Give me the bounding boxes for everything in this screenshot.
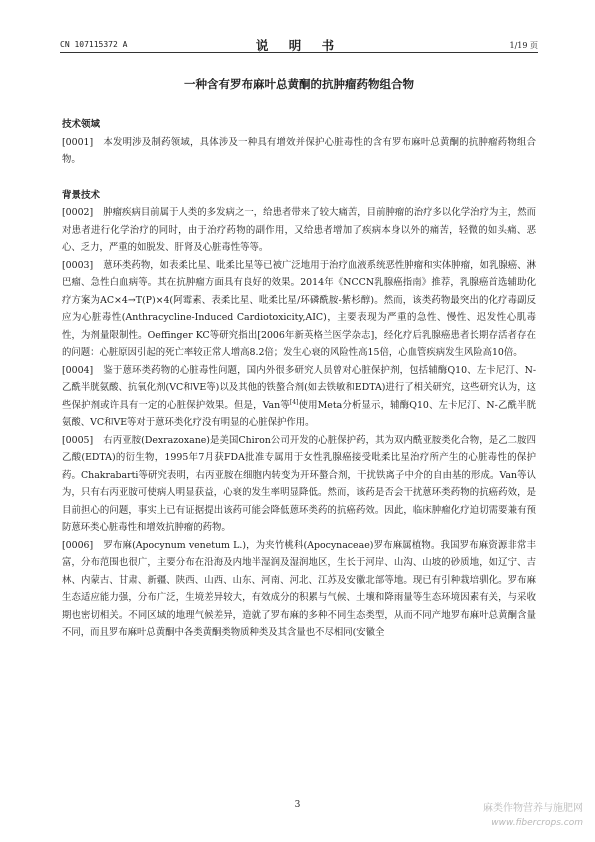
paragraph-text: 鉴于蒽环类药物的心脏毒性问题，国内外很多研究人员曾对心脏保护剂，包括辅酶Q10、左卡尼汀、N-乙酰半胱氨酸、抗氧化剂(VC和VE等)以及其他的铁螯合剂(如去铁敏和EDTA)进行了相关研究，这些研究认为，这些保护剂或许具有一定的心脏保护效果。但是，Van等: [62, 364, 536, 411]
paragraph-0002: [62, 204, 536, 257]
paragraph-number: [0001]: [62, 136, 94, 148]
paragraph-0006: [62, 537, 536, 642]
section-heading-background: 背景技术: [62, 189, 101, 201]
section-heading-technical-field: 技术领域: [62, 119, 101, 130]
paragraph-0004: [62, 362, 536, 432]
paragraph-0005: [62, 432, 536, 537]
paragraph-number: [0003]: [62, 259, 94, 271]
page-header: [60, 36, 538, 53]
paragraph-text: 本发明涉及制药领域，具体涉及一种具有增效并保护心脏毒性的含有罗布麻叶总黄酮的抗肿瘤药物组合物。: [62, 136, 536, 165]
page-info: 1/19 页: [509, 41, 538, 50]
citation-reference: [4]: [289, 398, 299, 406]
watermark: [483, 802, 583, 830]
document-title: 一种含有罗布麻叶总黄酮的抗肿瘤药物组合物: [184, 77, 414, 91]
page-number: 3: [294, 800, 301, 810]
paragraph-number: [0006]: [62, 539, 94, 551]
watermark-url: www.fibercrops.com: [491, 818, 583, 828]
paragraph-0003: [62, 257, 536, 362]
patent-number: CN 107115372 A: [60, 40, 128, 49]
paragraph-0001: [62, 134, 536, 169]
paragraph-text-cont: 使用Meta分析显示，辅酶Q10、左卡尼汀、N-乙酰半胱氨酸、VC和VE等对于蒽环类化疗没有明显的心脏保护作用。: [62, 399, 536, 428]
paragraph-number: [0002]: [62, 207, 94, 218]
paragraph-number: [0004]: [62, 364, 94, 376]
paragraph-text: 肿瘤疾病目前属于人类的多发病之一，给患者带来了较大痛苦，目前肿瘤的治疗多以化学治疗为主，然而对患者进行化学治疗的同时，由于治疗药物的副作用，又给患者增加了疾病本身以外的痛苦，轻微的如头痛、恶心、乏力，严重的如脱发、肝肾及心脏毒性等等。: [62, 207, 536, 253]
document-body: [62, 116, 536, 642]
paragraph-text: 右丙亚胺(Dexrazoxane)是美国Chiron公司开发的心脏保护药，其为双内酰亚胺类化合物，是乙二胺四乙酸(EDTA)的衍生物，1995年7月获FDA批准专属用于女性乳腺癌接受吡柔比星治疗所产生的心脏毒性的保护药。Chakrabarti等研究表明，右丙亚胺在细胞内转变为开环螯合剂，干扰铁离子中介的自由基的形成。Van等认为，只有右丙亚胺可使病人明显获益，心衰的发生率明显降低。然而，该药是否会干扰蒽环类药物的抗癌药效，是目前担心的问题，事实上已有证据提出该药可能会降低蒽环类药的抗癌药效。因此，临床肿瘤化疗迫切需要兼有预防蒽环类心脏毒性和增效抗肿瘤的药物。: [62, 434, 536, 533]
watermark-site-name: 麻类作物营养与施肥网: [483, 803, 583, 814]
paragraph-text: 蒽环类药物，如表柔比星、吡柔比星等已被广泛地用于治疗血液系统恶性肿瘤和实体肿瘤，如乳腺癌、淋巴瘤、急性白血病等。其在抗肿瘤方面具有良好的效果。2014年《NCCN乳腺癌指南》推荐，乳腺癌首选辅助化疗方案为AC×4→T(P)×4(阿霉素、表柔比星、吡柔比星/环磷酰胺-紫杉醇)。然而，该类药物最突出的化疗毒副反应为心脏毒性(Anthracycline-Induced Cardiotoxicity,AIC)，主要表现为严重的急性、慢性、迟发性心肌毒性，为剂量限制性。Oeffinger KC等研究指出[2006年新英格兰医学杂志]，经化疗后乳腺癌患者长期存活者存在的问题：心脏原因引起的死亡率较正常人增高8.2倍；发生心衰的风险性高15倍，心血管疾病发生风险高10倍。: [62, 259, 536, 358]
paragraph-number: [0005]: [62, 434, 94, 446]
paragraph-text: 罗布麻(Apocynum venetum L.)，为夹竹桃科(Apocynaceae)罗布麻属植物。我国罗布麻资源非常丰富，分布范围也很广，主要分布在沿海及内地半湿润及湿润地区，生长于河岸、山沟、山坡的砂质地，如辽宁、吉林、内蒙古、甘肃、新疆、陕西、山西、山东、河南、河北、江苏及安徽北部等地。现已有引种栽培驯化。罗布麻生态适应能力强，分布广泛，生境差异较大，有效成分的积累与气候、土壤和降雨量等生态环境因素有关，与采收期也密切相关。不同区域的地理气候差异，造就了罗布麻的多种不同生态类型，从而不同产地罗布麻叶总黄酮含量不同，而且罗布麻叶总黄酮中各类黄酮类物质种类及其含量也不尽相同(安徽全: [62, 539, 536, 638]
document-type: 说 明 书: [255, 38, 343, 53]
